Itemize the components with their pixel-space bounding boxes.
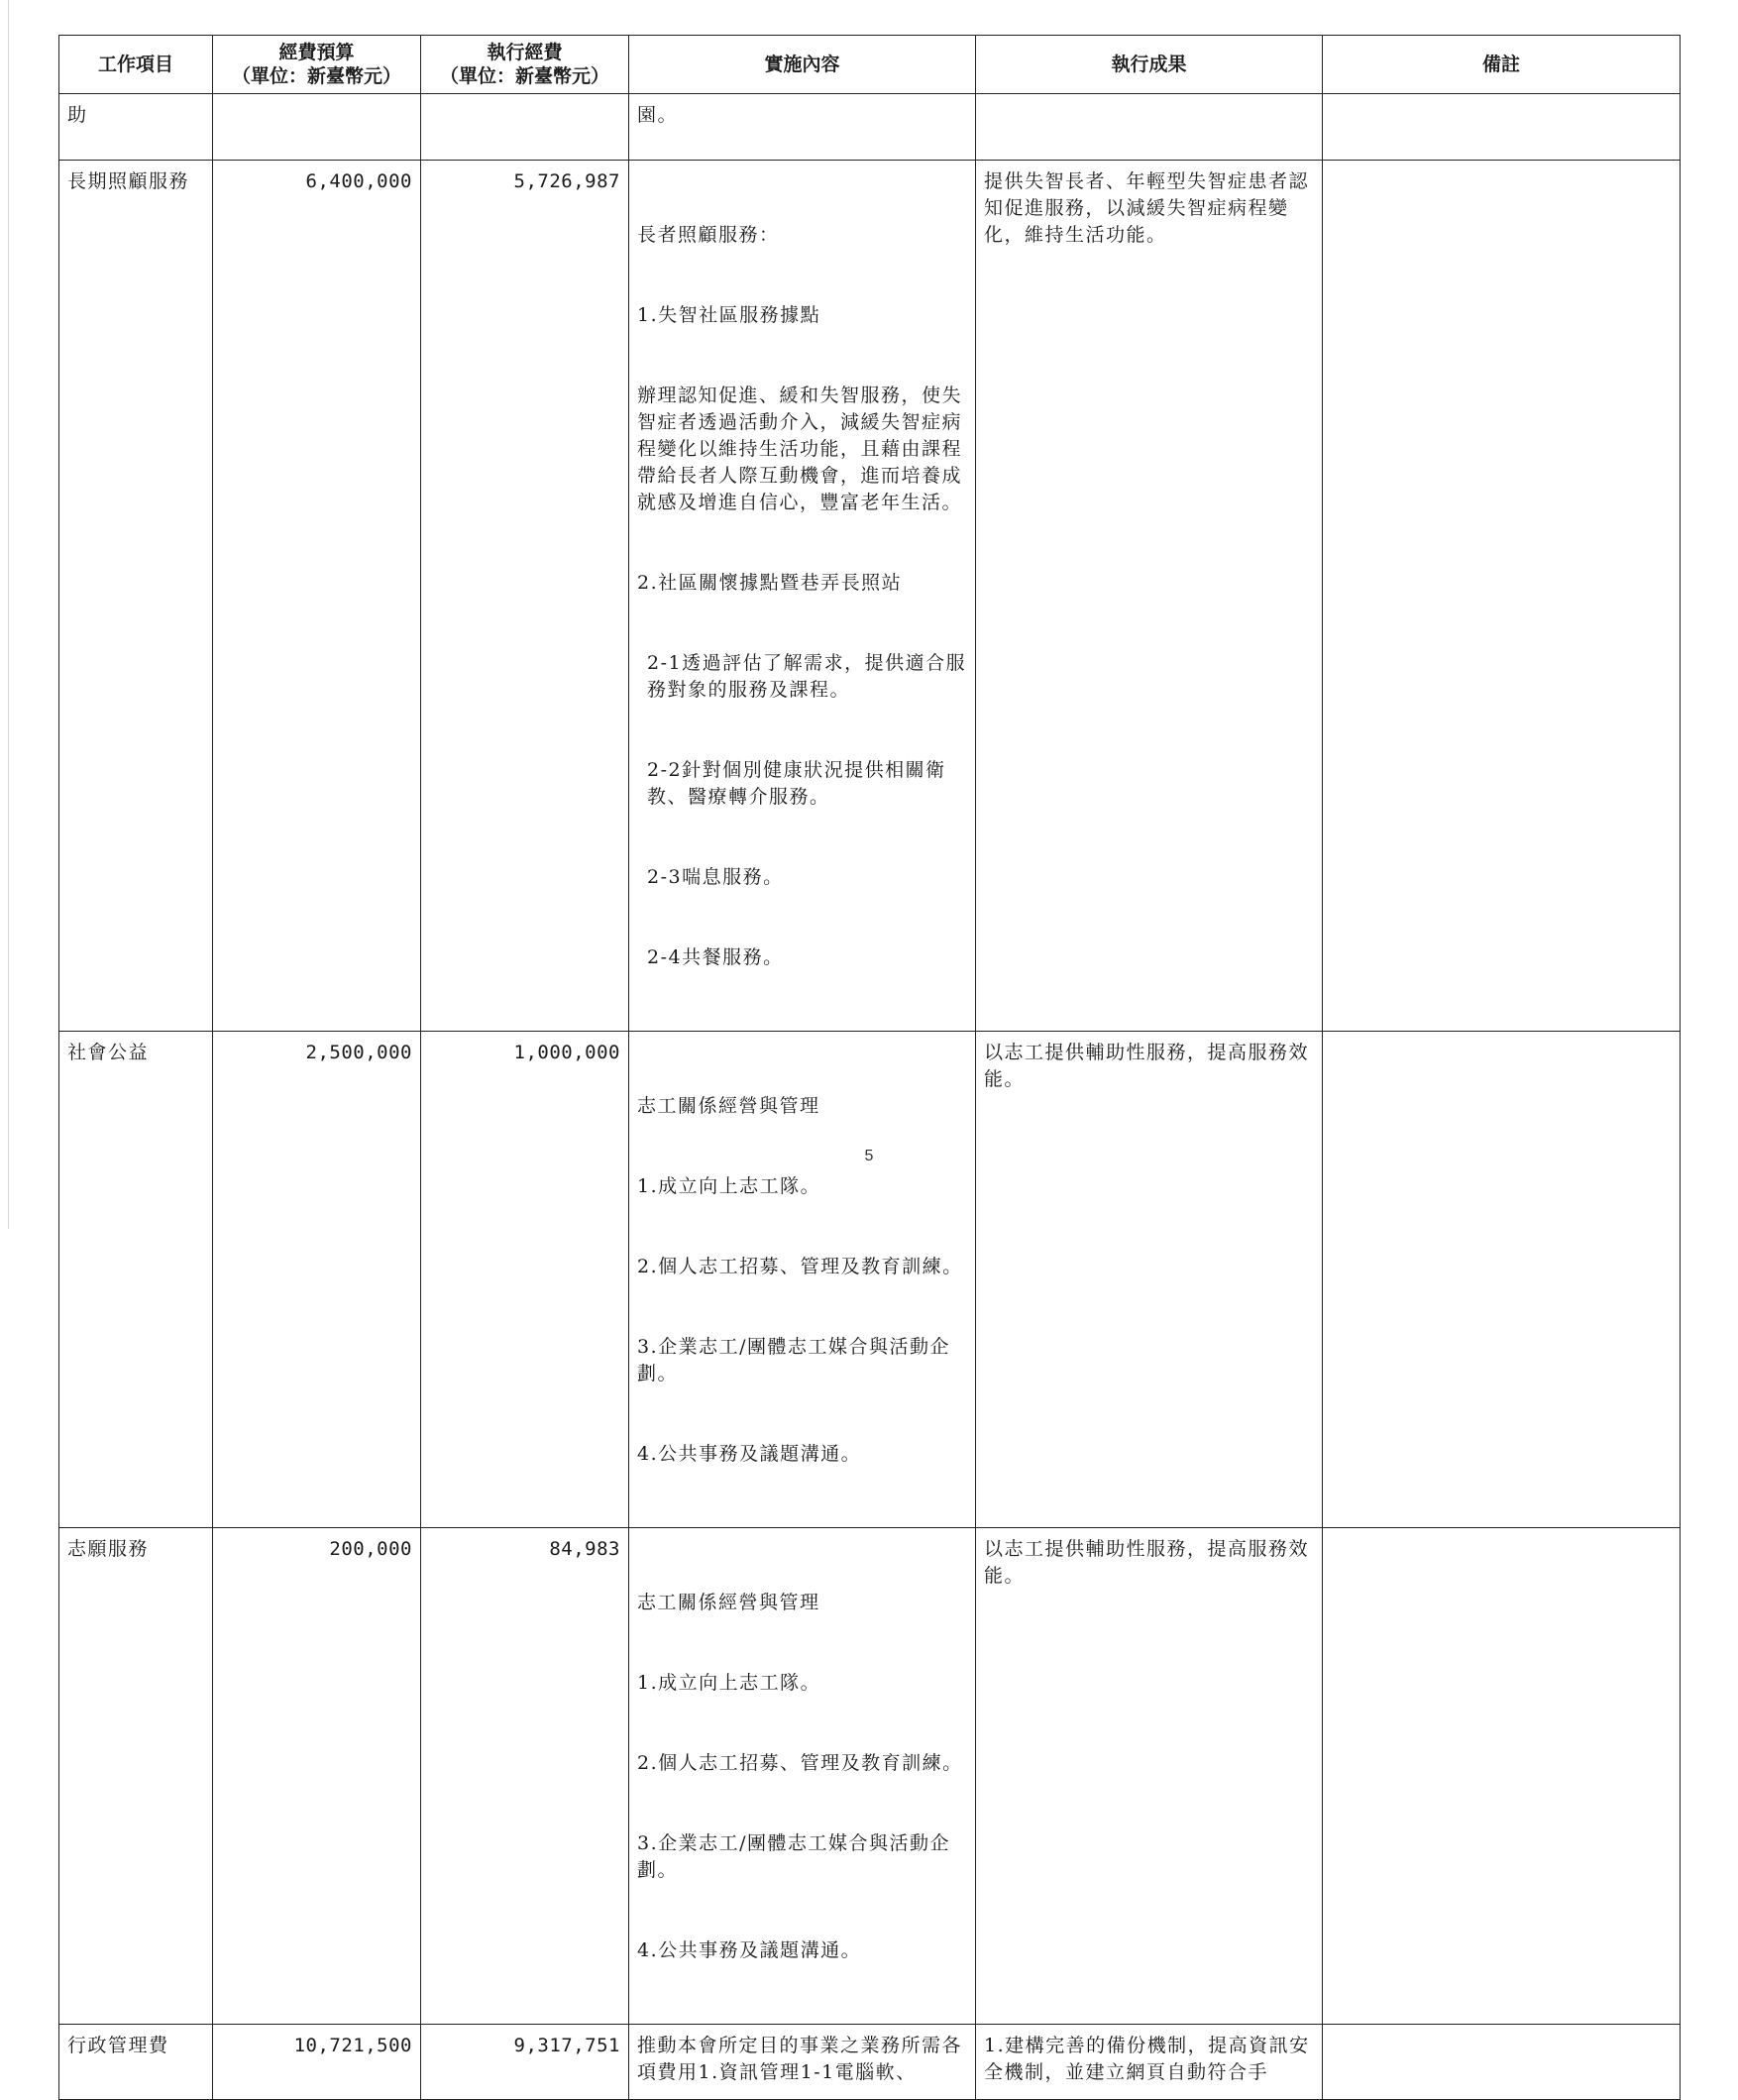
cell-item: 長期照顧服務 — [59, 161, 213, 1032]
cell-result: 以志工提供輔助性服務，提高服務效能。 — [976, 1528, 1323, 2025]
content-line: 1.成立向上志工隊。 — [637, 1672, 821, 1694]
header-exec — [421, 36, 629, 94]
work-plan-table — [58, 35, 1681, 2100]
cell-exec: 84,983 — [421, 1528, 629, 2025]
cell-exec: 9,317,751 — [421, 2025, 629, 2100]
content-line: 3.企業志工/團體志工媒合與活動企劃。 — [637, 1336, 951, 1384]
page-number: 5 — [864, 1148, 874, 1164]
header-content: 實施內容 — [629, 36, 976, 94]
cell-content: 推動本會所定目的事業之業務所需各項費用1.資訊管理1-1電腦軟、 — [629, 2025, 976, 2100]
cell-content — [629, 1528, 976, 2025]
content-line: 2-1透過評估了解需求，提供適合服務對象的服務及課程。 — [647, 652, 967, 701]
cell-budget: 200,000 — [213, 1528, 421, 2025]
content-line: 3.企業志工/團體志工媒合與活動企劃。 — [637, 1832, 951, 1881]
cell-content: 園。 — [629, 94, 976, 161]
content-line: 1.失智社區服務據點 — [637, 304, 821, 326]
header-exec-unit: （單位：新臺幣元） — [439, 65, 609, 87]
cell-item: 志願服務 — [59, 1528, 213, 2025]
content-line: 4.公共事務及議題溝通。 — [637, 1443, 862, 1465]
table-row — [59, 161, 1681, 1032]
cell-exec — [421, 94, 629, 161]
content-line: 志工關係經營與管理 — [637, 1592, 820, 1613]
header-exec-title: 執行經費 — [487, 42, 563, 63]
content-line: 1.成立向上志工隊。 — [637, 1175, 821, 1197]
header-budget — [213, 36, 421, 94]
cell-content — [629, 1032, 976, 1528]
cell-note — [1323, 2025, 1681, 2100]
cell-budget: 2,500,000 — [213, 1032, 421, 1528]
cell-result: 提供失智長者、年輕型失智症患者認知促進服務，以減緩失智症病程變化，維持生活功能。 — [976, 161, 1323, 1032]
header-row — [59, 36, 1681, 94]
header-budget-unit: （單位：新臺幣元） — [231, 65, 401, 87]
cell-result — [976, 94, 1323, 161]
content-line: 2-4共餐服務。 — [647, 946, 784, 968]
content-line: 2-3喘息服務。 — [647, 866, 784, 888]
cell-note — [1323, 1528, 1681, 2025]
cell-item: 助 — [59, 94, 213, 161]
table-row — [59, 1528, 1681, 2025]
table-row — [59, 2025, 1681, 2100]
cell-budget — [213, 94, 421, 161]
cell-note — [1323, 1032, 1681, 1528]
cell-note — [1323, 94, 1681, 161]
content-line: 2.社區關懷據點暨巷弄長照站 — [637, 572, 903, 594]
content-line: 2.個人志工招募、管理及教育訓練。 — [637, 1256, 963, 1277]
scan-edge — [8, 0, 9, 1229]
header-result: 執行成果 — [976, 36, 1323, 94]
cell-content — [629, 161, 976, 1032]
cell-result: 以志工提供輔助性服務，提高服務效能。 — [976, 1032, 1323, 1528]
cell-item: 行政管理費 — [59, 2025, 213, 2100]
content-line: 2.個人志工招募、管理及教育訓練。 — [637, 1752, 963, 1774]
content-line: 辦理認知促進、緩和失智服務，使失智症者透過活動介入，減緩失智症病程變化以維持生活功能，且藉由課程帶給長者人際互動機會，進而培養成就感及增進自信心，豐富老年生活。 — [637, 385, 963, 513]
cell-budget: 6,400,000 — [213, 161, 421, 1032]
content-line: 志工關係經營與管理 — [637, 1095, 820, 1117]
cell-exec: 1,000,000 — [421, 1032, 629, 1528]
table-row — [59, 94, 1681, 161]
content-line: 長者照顧服務： — [637, 224, 780, 246]
cell-budget: 10,721,500 — [213, 2025, 421, 2100]
content-line: 4.公共事務及議題溝通。 — [637, 1939, 862, 1961]
cell-note — [1323, 161, 1681, 1032]
header-note: 備註 — [1323, 36, 1681, 94]
content-line: 2-2針對個別健康狀況提供相關衛教、醫療轉介服務。 — [647, 759, 946, 808]
header-budget-title: 經費預算 — [278, 42, 355, 63]
cell-exec: 5,726,987 — [421, 161, 629, 1032]
cell-item: 社會公益 — [59, 1032, 213, 1528]
cell-result: 1.建構完善的備份機制，提高資訊安全機制，並建立網頁自動符合手 — [976, 2025, 1323, 2100]
table-row — [59, 1032, 1681, 1528]
header-item: 工作項目 — [59, 36, 213, 94]
